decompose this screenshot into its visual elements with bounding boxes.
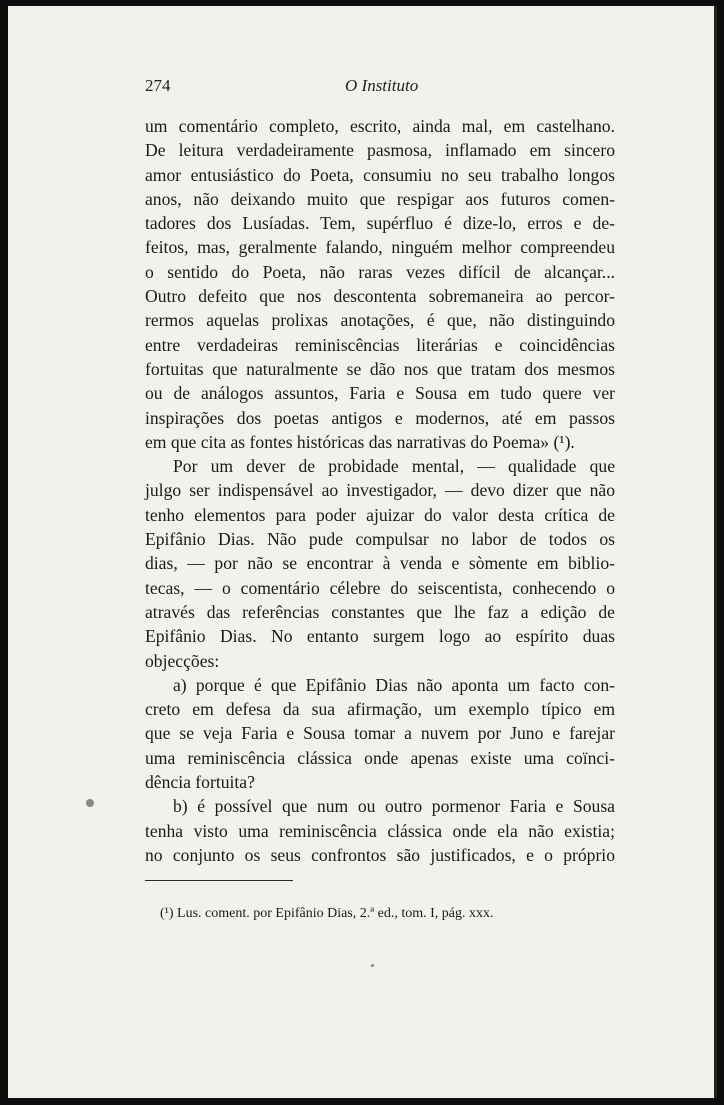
paper-speck	[86, 799, 94, 807]
body-line: em que cita as fontes históricas das narrativas do Poema» (¹).	[145, 431, 575, 452]
body-line: Epifânio Dias. No entanto surgem logo ao espírito duas	[145, 626, 615, 647]
body-line: a) porque é que Epifânio Dias não aponta um facto con-	[173, 674, 615, 695]
page-number: 274	[145, 76, 171, 95]
body-line: Epifânio Dias. Não pude compulsar no labor de todos os	[145, 529, 615, 550]
body-line: tenha visto uma reminiscência clássica onde ela não existia;	[145, 820, 615, 841]
footnote-rule	[145, 880, 293, 881]
body-line: Por um dever de probidade mental, — qualidade que	[173, 456, 615, 477]
body-line: fortuitas que naturalmente se dão nos que tratam dos mesmos	[145, 358, 615, 379]
body-line: dias, — por não se encontrar à venda e sòmente em biblio-	[145, 553, 615, 574]
body-line: rermos aquelas prolixas anotações, é que, não distinguindo	[145, 310, 615, 331]
body-text	[145, 114, 615, 867]
body-line: anos, não deixando muito que respigar aos futuros comen-	[145, 188, 615, 209]
body-line: julgo ser indispensável ao investigador, — devo dizer que não	[145, 480, 615, 501]
body-line: feitos, mas, geralmente falando, ninguém melhor compreendeu	[145, 237, 615, 258]
body-line: tecas, — o comentário célebre do seiscentista, conhecendo o	[145, 577, 615, 598]
page-header	[145, 76, 615, 98]
body-line: inspirações dos poetas antigos e modernos, até em passos	[145, 407, 615, 428]
body-line: creto em defesa da sua afirmação, um exemplo típico em	[145, 699, 615, 720]
body-line: b) é possível que num ou outro pormenor Faria e Sousa	[173, 796, 615, 817]
footnote: (¹) Lus. coment. por Epifânio Dias, 2.ª ed., tom. I, pág. xxx.	[160, 906, 494, 921]
body-line: um comentário completo, escrito, ainda mal, em castelhano.	[145, 116, 615, 136]
body-line: que se veja Faria e Sousa tomar a nuvem por Juno e farejar	[145, 723, 615, 744]
body-line: o sentido do Poeta, não raras vezes difícil de alcançar...	[145, 261, 615, 282]
body-line: dência fortuita?	[145, 772, 255, 793]
body-line: De leitura verdadeiramente pasmosa, inflamado em sincero	[145, 140, 615, 161]
body-line: no conjunto os seus confrontos são justificados, e o próprio	[145, 844, 615, 865]
body-line: Outro defeito que nos descontenta sobremaneira ao percor-	[145, 286, 615, 307]
body-line: tadores dos Lusíadas. Tem, supérfluo é dize-lo, erros e de-	[145, 213, 615, 234]
body-line: ou de análogos assuntos, Faria e Sousa em tudo quere ver	[145, 383, 615, 404]
body-line: amor entusiástico do Poeta, consumiu no seu trabalho longos	[145, 164, 615, 185]
body-line: uma reminiscência clássica onde apenas existe uma coïnci-	[145, 747, 615, 768]
body-line: objecções:	[145, 650, 220, 671]
body-line: através das referências constantes que lhe faz a edição de	[145, 601, 615, 622]
paper-speck	[371, 964, 374, 967]
body-line: tenho elementos para poder ajuizar do valor desta crítica de	[145, 504, 615, 525]
running-title: O Instituto	[345, 76, 419, 95]
body-line: entre verdadeiras reminiscências literárias e coincidências	[145, 334, 615, 355]
